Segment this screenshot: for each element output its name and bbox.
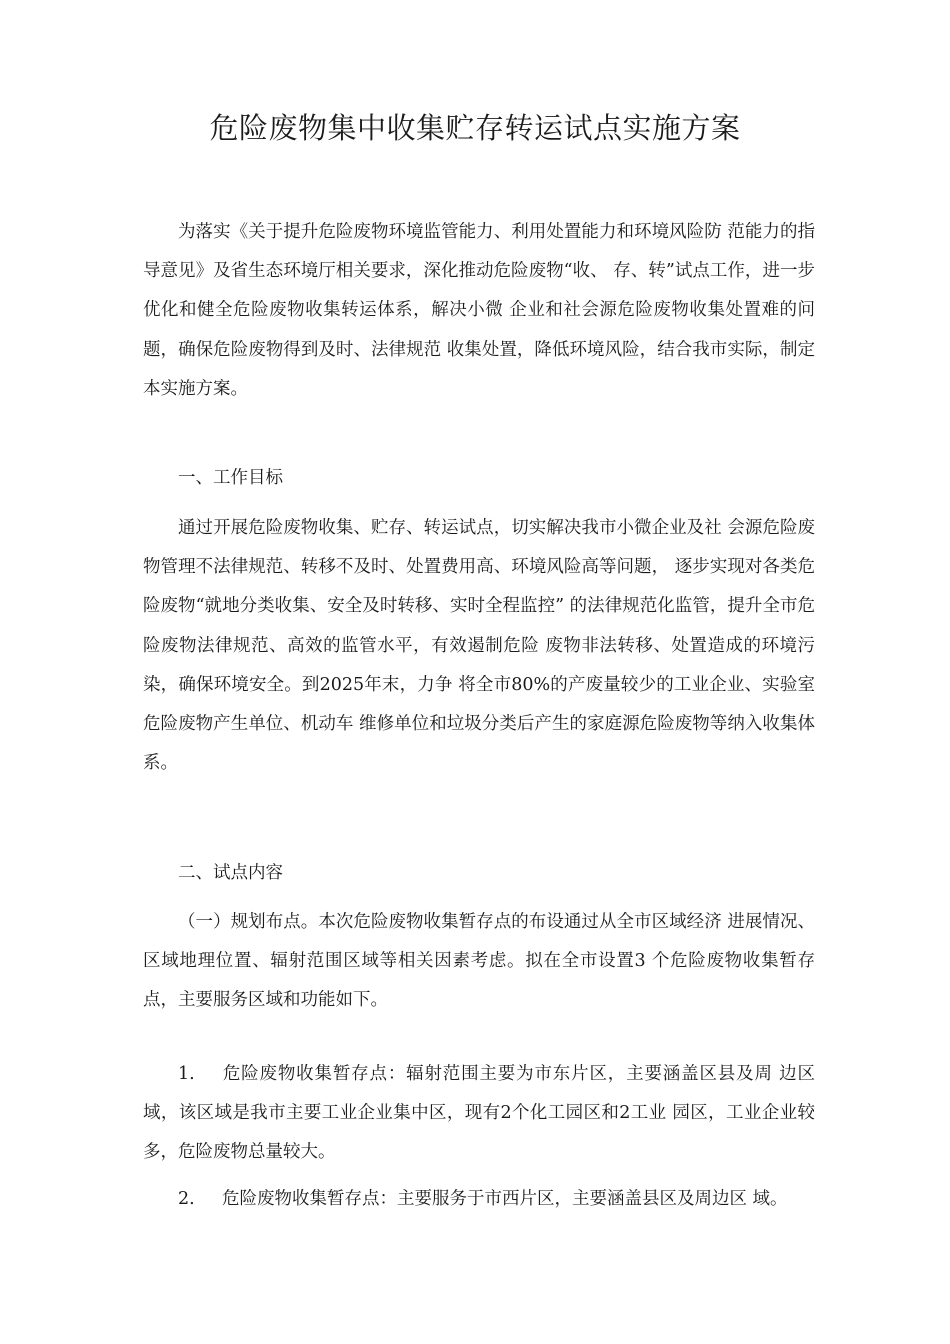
section-heading-goals: 一、工作目标 xyxy=(178,468,283,488)
list-item-2-text: 危险废物收集暂存点：主要服务于市西片区，主要涵盖县区及周边区 域。 xyxy=(222,1189,788,1209)
body-block-heading2 xyxy=(143,854,815,893)
document-title: 危险废物集中收集贮存转运试点实施方案 xyxy=(209,111,741,145)
list-item-1 xyxy=(143,1055,815,1173)
paragraph-intro: 为落实《关于提升危险废物环境监管能力、利用处置能力和环境风险防 范能力的指导意见》及省生态环境厅相关要求，深化推动危险废物“收、 存、转”试点工作，进一步优化和健全危险废物收集转运体系，解决小微 企业和社会源危险废物收集处置难的问题，确保危险废物得到及时、法律规范 收集处置，降低环境风险，结合我市实际，制定本实施方案。 xyxy=(143,222,815,399)
body-block-plan xyxy=(143,903,815,1021)
body-block-item2 xyxy=(143,1180,815,1219)
body-block-heading1 xyxy=(143,459,815,498)
list-item-1-number: 1. xyxy=(178,1064,195,1084)
section-heading-content: 二、试点内容 xyxy=(178,863,283,883)
body-block-item1 xyxy=(143,1055,815,1173)
body-block-goal xyxy=(143,509,815,783)
list-item-2-number: 2. xyxy=(178,1189,195,1209)
paragraph-plan: （一）规划布点。本次危险废物收集暂存点的布设通过从全市区域经济 进展情况、区域地理位置、辐射范围区域等相关因素考虑。拟在全市设置3 个危险废物收集暂存点，主要服务区域和功能如下。 xyxy=(143,912,815,1011)
body-block-intro xyxy=(143,213,815,409)
list-item-2 xyxy=(143,1180,815,1219)
list-item-1-text: 危险废物收集暂存点：辐射范围主要为市东片区，主要涵盖区县及周 边区域，该区域是我市主要工业企业集中区，现有2个化工园区和2工业 园区，工业企业较多，危险废物总量较大。 xyxy=(143,1064,815,1163)
paragraph-goal: 通过开展危险废物收集、贮存、转运试点，切实解决我市小微企业及社 会源危险废物管理不法律规范、转移不及时、处置费用高、环境风险高等问题， 逐步实现对各类危险废物“就地分类收集、安全及时转移、实时全程监控” 的法律规范化监管，提升全市危险废物法律规范、高效的监管水平，有效遏制危险 废物非法转移、处置造成的环境污染，确保环境安全。到2025年末，力争 将全市80%的产废量较少的工业企业、实验室危险废物产生单位、机动车 维修单位和垃圾分类后产生的家庭源危险废物等纳入收集体系。 xyxy=(143,518,815,774)
